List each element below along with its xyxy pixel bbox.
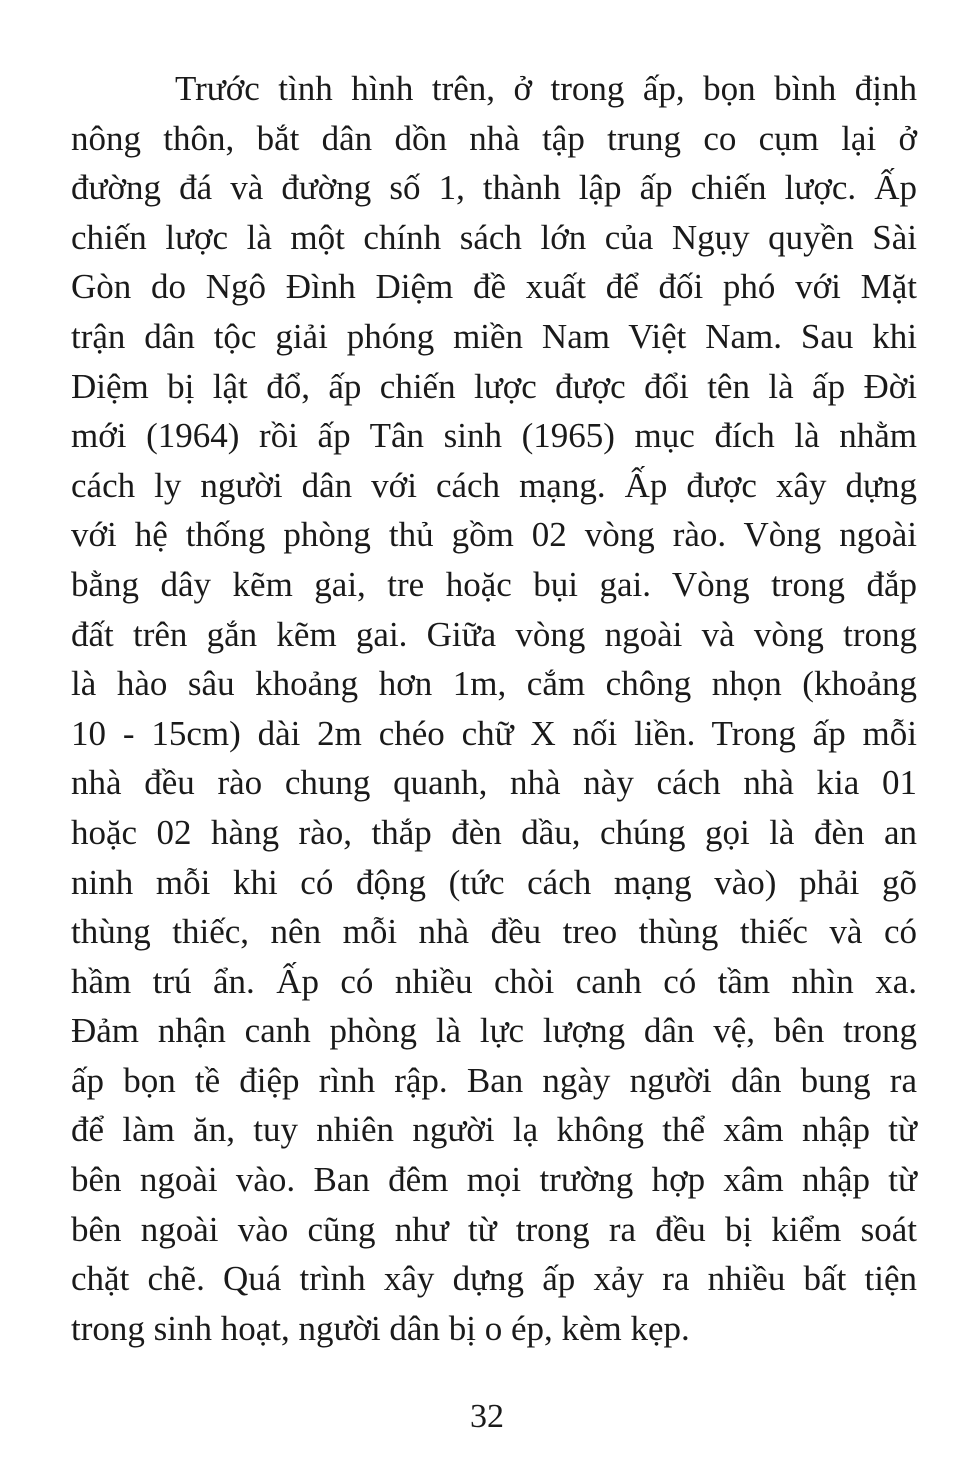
text-line: trận dân tộc giải phóng miền Nam Việt Nam. Sau khi <box>71 316 917 356</box>
text-line: ninh mỗi khi có động (tức cách mạng vào) phải gõ <box>71 862 917 902</box>
text-line: Diệm bị lật đổ, ấp chiến lược được đổi tên là ấp Đời <box>71 366 917 406</box>
text-line: bên ngoài vào cũng như từ trong ra đều bị kiểm soát <box>71 1209 917 1249</box>
text-line: để làm ăn, tuy nhiên người lạ không thể xâm nhập từ <box>71 1110 917 1150</box>
text-line: chiến lược là một chính sách lớn của Ngụy quyền Sài <box>71 217 917 257</box>
text-line: nhà đều rào chung quanh, nhà này cách nhà kia 01 <box>71 763 917 803</box>
text-line: ấp bọn tề điệp rình rập. Ban ngày người dân bung ra <box>71 1060 917 1100</box>
text-line: thùng thiếc, nên mỗi nhà đều treo thùng thiếc và có <box>71 912 917 952</box>
text-line: Đảm nhận canh phòng là lực lượng dân vệ, bên trong <box>71 1011 917 1051</box>
text-line: bên ngoài vào. Ban đêm mọi trường hợp xâm nhập từ <box>71 1160 917 1200</box>
text-line: hầm trú ẩn. Ấp có nhiều chòi canh có tầm nhìn xa. <box>71 961 917 1001</box>
text-line: hoặc 02 hàng rào, thắp đèn dầu, chúng gọi là đèn an <box>71 812 917 852</box>
body-paragraph <box>71 64 917 1353</box>
text-line: nông thôn, bắt dân dồn nhà tập trung co cụm lại ở <box>71 118 917 158</box>
text-line: đất trên gắn kẽm gai. Giữa vòng ngoài và vòng trong <box>71 614 917 654</box>
text-line: bằng dây kẽm gai, tre hoặc bụi gai. Vòng trong đắp <box>71 564 917 604</box>
text-line: là hào sâu khoảng hơn 1m, cắm chông nhọn (khoảng <box>71 664 917 704</box>
text-line: mới (1964) rồi ấp Tân sinh (1965) mục đích là nhằm <box>71 416 917 456</box>
text-line: với hệ thống phòng thủ gồm 02 vòng rào. Vòng ngoài <box>71 515 917 555</box>
page-number: 32 <box>470 1398 504 1435</box>
text-line: chặt chẽ. Quá trình xây dựng ấp xảy ra nhiều bất tiện <box>71 1259 917 1299</box>
text-line: Trước tình hình trên, ở trong ấp, bọn bình định <box>175 69 917 108</box>
text-line: trong sinh hoạt, người dân bị o ép, kèm kẹp. <box>71 1308 690 1348</box>
text-line: 10 - 15cm) dài 2m chéo chữ X nối liền. Trong ấp mỗi <box>71 713 917 753</box>
text-line: đường đá và đường số 1, thành lập ấp chiến lược. Ấp <box>71 168 917 208</box>
text-line: cách ly người dân với cách mạng. Ấp được xây dựng <box>71 465 917 505</box>
text-line: Gòn do Ngô Đình Diệm đề xuất để đối phó với Mặt <box>71 267 917 307</box>
